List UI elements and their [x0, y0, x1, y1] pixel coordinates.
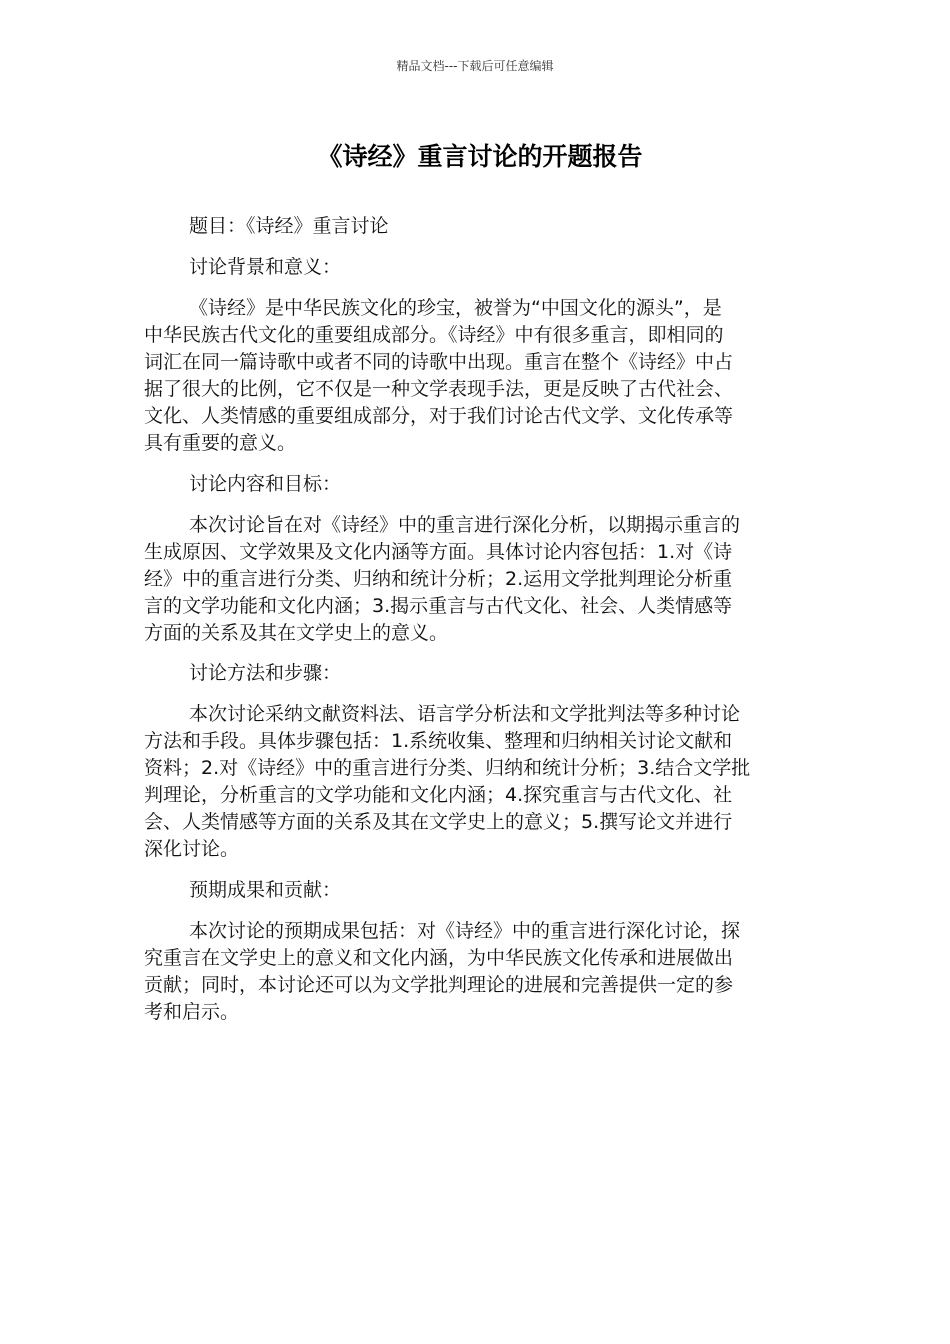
document-title: 《诗经》重言讨论的开题报告 — [317, 142, 643, 171]
topic-line: 题目：《诗经》重言讨论 — [189, 215, 389, 237]
section-heading-methods: 讨论方法和步骤： — [189, 662, 342, 684]
paragraph-outcomes: 本次讨论的预期成果包括：对《诗经》中的重言进行深化讨论，探 究重言在文学史上的意义和文化内涵，为中华民族文化传承和进展做出 贡献；同时，本讨论还可以为文学批判理论的进展和完善提供一定的参 考和启示。 — [144, 919, 741, 1023]
section-heading-outcomes: 预期成果和贡献： — [189, 878, 342, 901]
paragraph-background: 《诗经》是中华民族文化的珍宝，被誉为“中国文化的源头”，是 中华民族古代文化的重要组成部分。《诗经》中有很多重言，即相同的 词汇在同一篇诗歌中或者不同的诗歌中出现。重言在整个《诗经》中占 据了很大的比例，它不仅是一种文学表现手法，更是反映了古代社会、 文化、人类情感的重要组成部分，对于我们讨论古代文学、文化传承等 具有重要的意义。 — [144, 297, 734, 454]
document-body — [144, 213, 806, 1039]
section-heading-background: 讨论背景和意义： — [189, 256, 342, 278]
section-heading-content: 讨论内容和目标： — [189, 472, 342, 495]
paragraph-content: 本次讨论旨在对《诗经》中的重言进行深化分析，以期揭示重言的 生成原因、文学效果及文化内涵等方面。具体讨论内容包括：1.对《诗 经》中的重言进行分类、归纳和统计分析；2.运用文学批判理论分析重 言的文学功能和文化内涵；3.揭示重言与古代文化、社会、人类情感等 方面的关系及其在文学史上的意义。 — [144, 513, 741, 644]
header-note: 精品文档---下载后可任意编辑 — [396, 59, 554, 73]
paragraph-methods: 本次讨论采纳文献资料法、语言学分析法和文学批判法等多种讨论 方法和手段。具体步骤包括：1.系统收集、整理和归纳相关讨论文献和 资料；2.对《诗经》中的重言进行分类、归纳和统计分析；3.结合文学批 判理论，分析重言的文学功能和文化内涵；4.探究重言与古代文化、社 会、人类情感等方面的关系及其在文学史上的意义；5.撰写论文并进行 深化讨论。 — [144, 703, 751, 860]
